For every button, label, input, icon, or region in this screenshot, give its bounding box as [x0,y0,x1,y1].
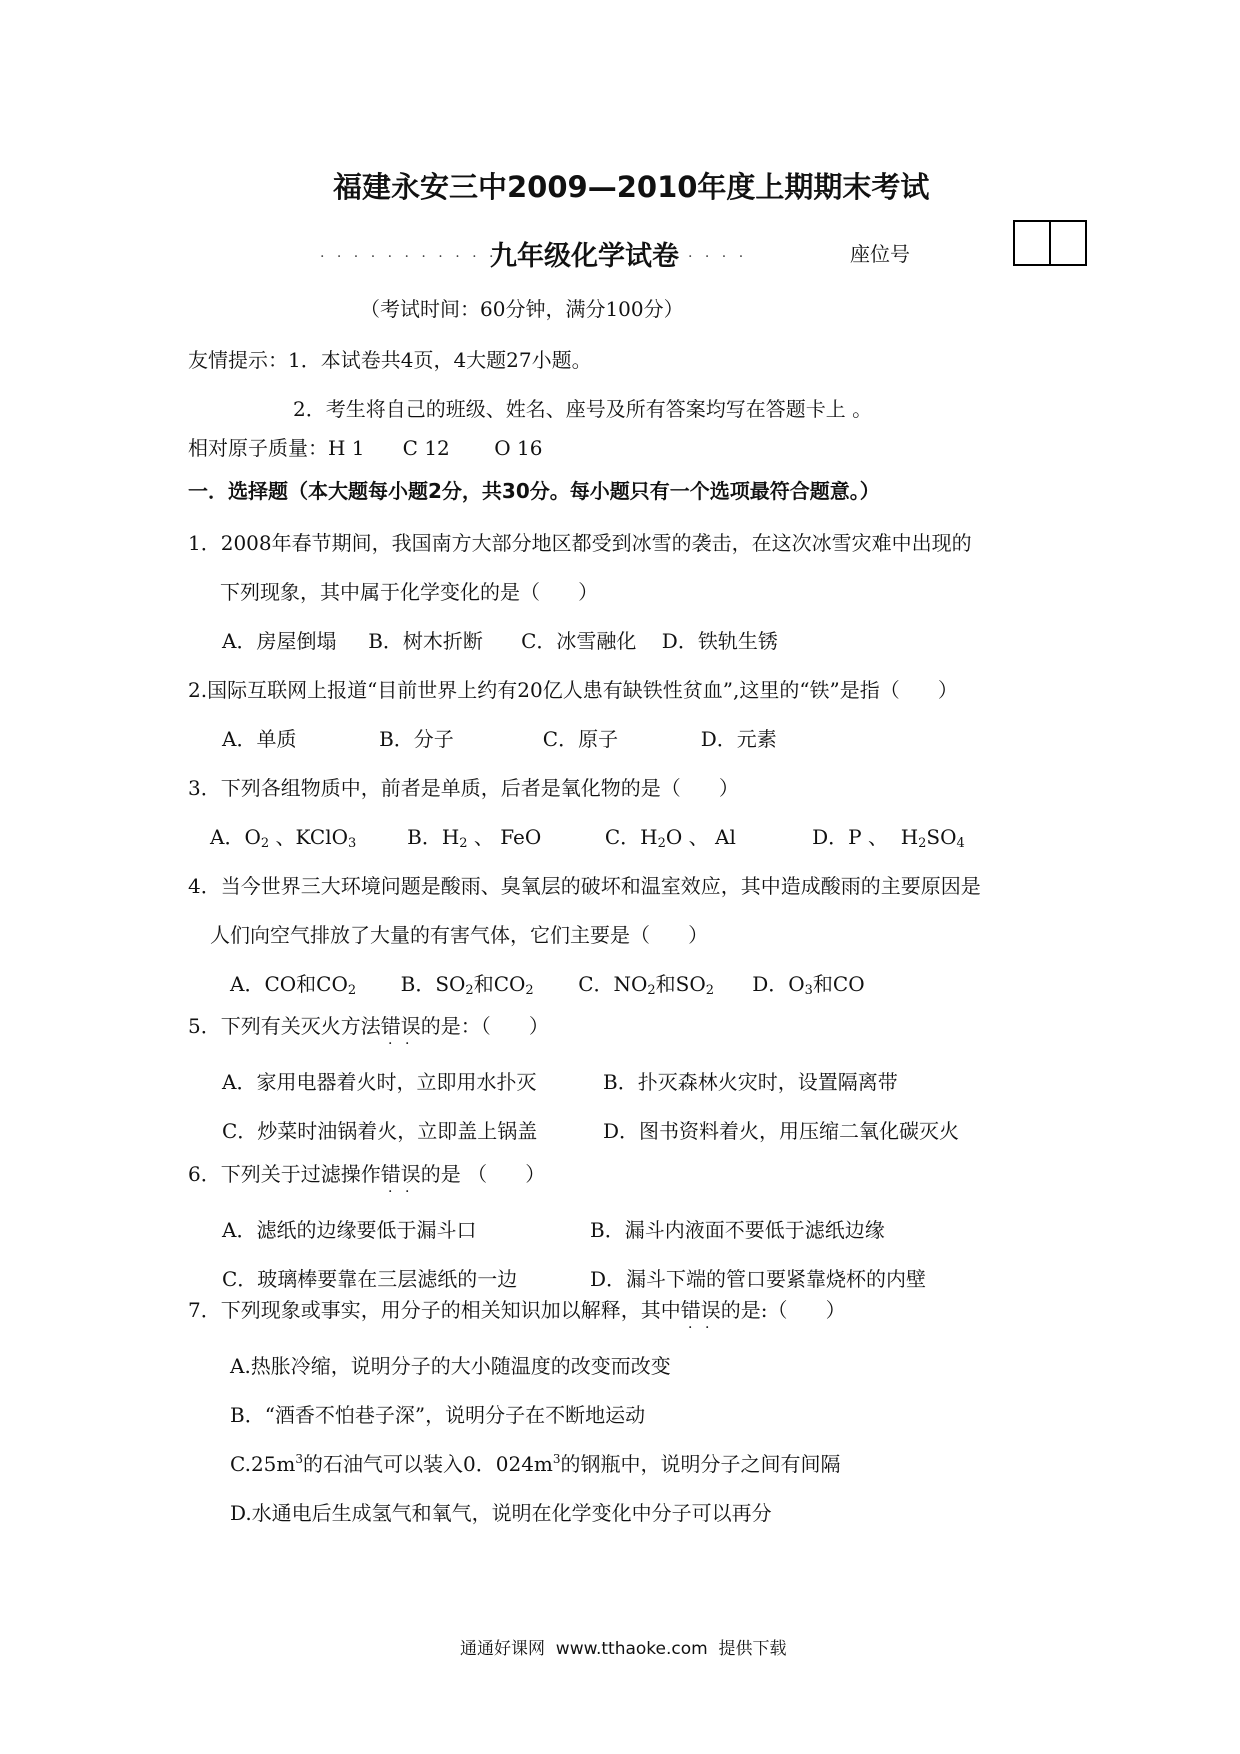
seat-box-1 [1013,220,1051,266]
dotted-line-right: . . . . [688,245,748,261]
seat-label: 座位号 [850,242,910,266]
q5-option-a: A．家用电器着火时，立即用水扑灭 [222,1070,537,1094]
exam-subtitle: 九年级化学试卷 [490,241,679,272]
q7-line1: 7．下列现象或事实，用分子的相关知识加以解释，其中错误 · ·的是:（ ） [188,1294,846,1323]
q6-line1: 6．下列关于过滤操作错误 · ·的是 （ ） [188,1158,545,1187]
atomic-mass: 相对原子质量：H 1 C 12 O 16 [188,436,543,460]
footer-credit: 通通好课网 www.tthaoke.com 提供下载 [460,1639,787,1659]
q7-option-d: D.水通电后生成氢气和氧气，说明在化学变化中分子可以再分 [230,1501,772,1525]
q4-options: A．CO和$CO_2$ B．$SO_2$和$CO_2$ C．$NO_2$和$SO_2$ D．$O_3$和CO [230,972,865,998]
q5-line1: 5．下列有关灭火方法错误 · ·的是：（ ） [188,1010,549,1039]
q5-option-c: C．炒菜时油锅着火，立即盖上锅盖 [222,1119,538,1143]
exam-info: （考试时间：60分钟，满分100分） [360,297,684,321]
q6-option-d: D．漏斗下端的管口要紧靠烧杯的内壁 [590,1267,927,1291]
q5-option-d: D．图书资料着火，用压缩二氧化碳灭火 [603,1119,960,1143]
q7-option-b: B．“酒香不怕巷子深”，说明分子在不断地运动 [230,1403,646,1427]
q1-line1: 1．2008年春节期间，我国南方大部分地区都受到冰雪的袭击，在这次冰雪灾难中出现的 [188,531,972,555]
q4-line2: 人们向空气排放了大量的有害气体，它们主要是（ ） [210,923,709,947]
section-heading: 一．选择题（本大题每小题2分，共30分。每小题只有一个选项最符合题意。） [188,479,880,503]
tip-1: 友情提示：1．本试卷共4页，4大题27小题。 [188,348,592,372]
seat-box-2 [1049,220,1087,266]
q5-option-b: B．扑灭森林火灾时，设置隔离带 [603,1070,898,1094]
q7-option-a: A.热胀冷缩，说明分子的大小随温度的改变而改变 [230,1354,671,1378]
q3-line1: 3．下列各组物质中，前者是单质，后者是氧化物的是（ ） [188,776,739,800]
q1-line2: 下列现象，其中属于化学变化的是（ ） [220,580,599,604]
tip-2: 2．考生将自己的班级、姓名、座号及所有答案均写在答题卡上 。 [293,397,873,421]
q1-options: A．房屋倒塌 B．树木折断 C．冰雪融化 D．铁轨生锈 [222,629,778,653]
q6-option-a: A．滤纸的边缘要低于漏斗口 [222,1218,477,1242]
q2-options: A．单质 B．分子 C．原子 D．元素 [222,727,777,751]
q3-options: A．$O_2$ 、KClO$_3$ B．$H_2$ 、 FeO C．$H_2O$ 、 Al D．P 、 $H_2SO_4$ [210,825,965,851]
q7-option-c: $C.25m^3$的石油气可以装入0．$024m^3$的钢瓶中，说明分子之间有间隔 [230,1452,841,1476]
exam-title: 福建永安三中2009—2010年度上期期末考试 [333,170,930,204]
q2-line1: 2.国际互联网上报道“目前世界上约有20亿人患有缺铁性贫血”,这里的“铁”是指（ ） [188,678,958,702]
q4-line1: 4．当今世界三大环境问题是酸雨、臭氧层的破坏和温室效应，其中造成酸雨的主要原因是 [188,874,981,898]
q6-option-b: B．漏斗内液面不要低于滤纸边缘 [590,1218,885,1242]
q6-option-c: C．玻璃棒要靠在三层滤纸的一边 [222,1267,518,1291]
dotted-line-left: . . . . . . . . . . . . . [320,245,532,261]
